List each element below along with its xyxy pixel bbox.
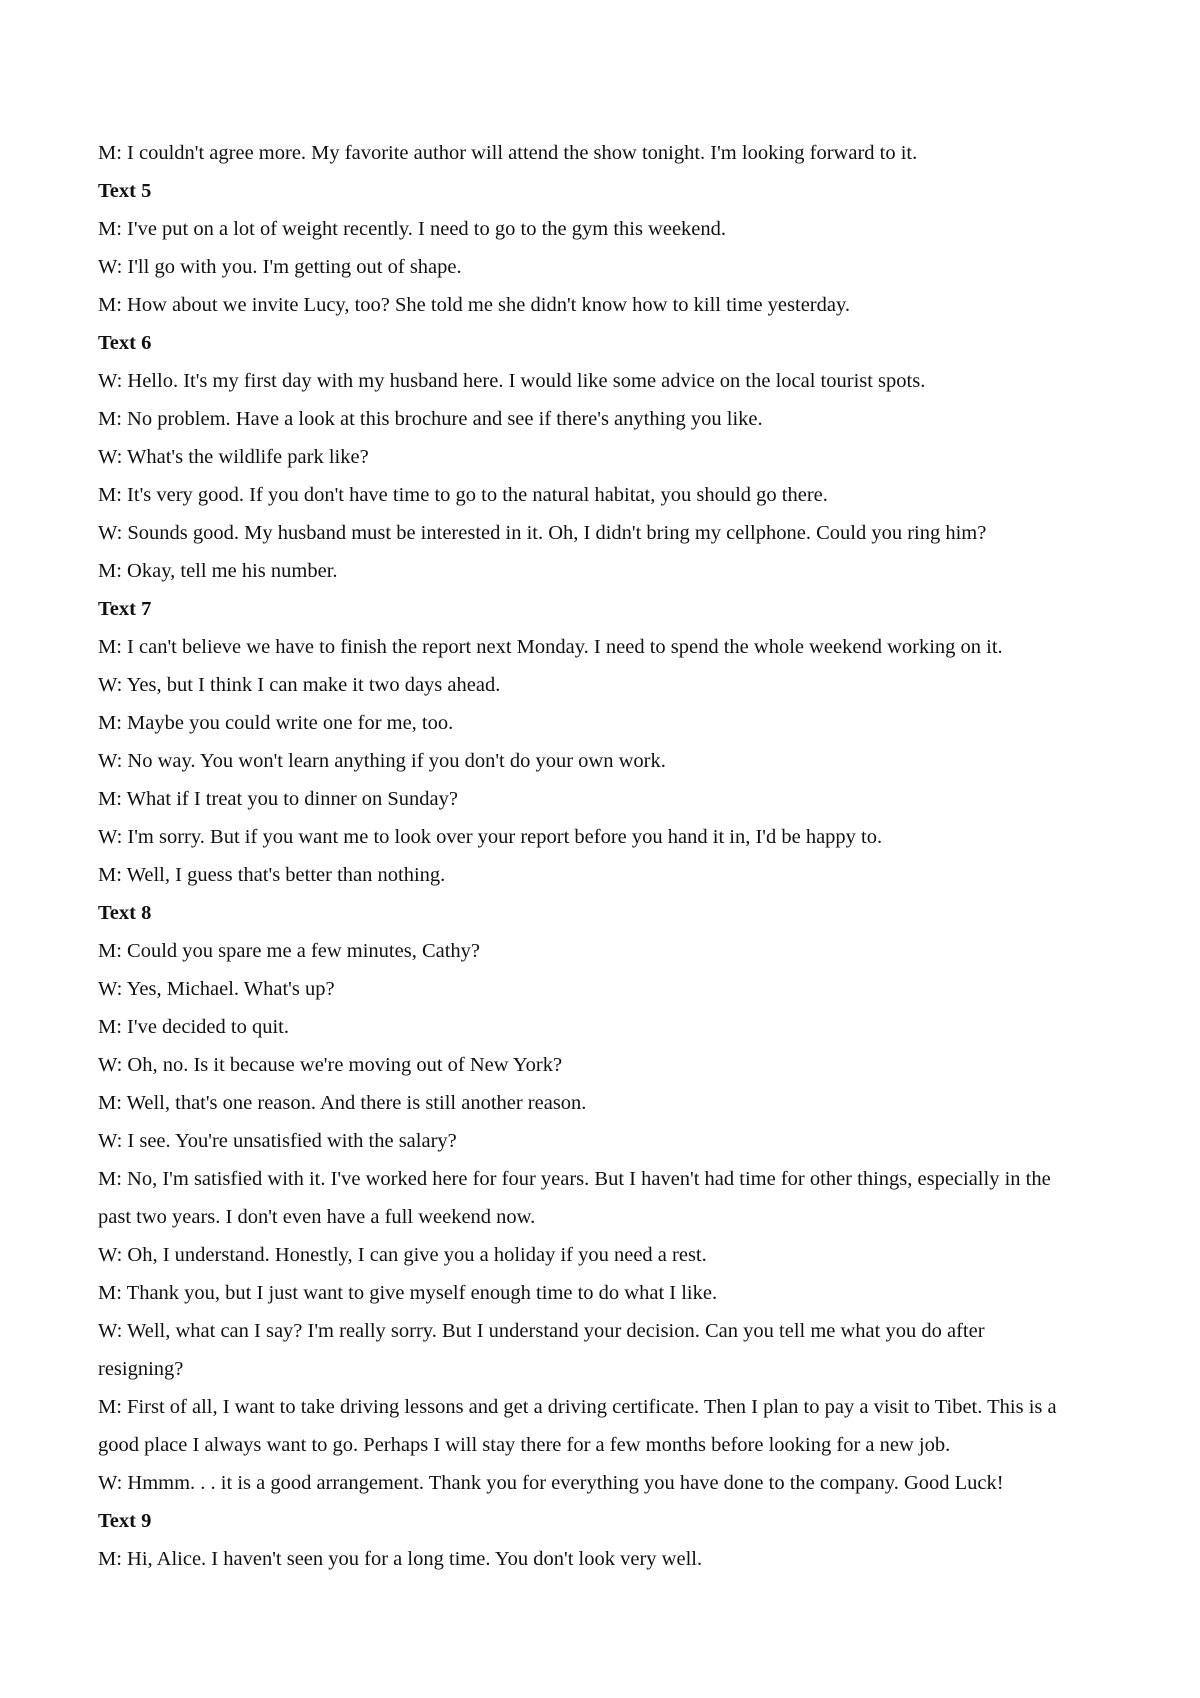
dialogue-line: M: I couldn't agree more. My favorite author will attend the show tonight. I'm looking forward to it. [98, 142, 918, 164]
section-heading: Text 7 [98, 598, 152, 620]
dialogue-line: W: Oh, no. Is it because we're moving out of New York? [98, 1054, 563, 1076]
dialogue-line: M: No, I'm satisfied with it. I've worked here for four years. But I haven't had time for other things, especially in the [98, 1168, 1051, 1190]
dialogue-line: M: First of all, I want to take driving lessons and get a driving certificate. Then I plan to pay a visit to Tibet. This is a [98, 1396, 1057, 1418]
dialogue-line: M: No problem. Have a look at this brochure and see if there's anything you like. [98, 408, 763, 430]
dialogue-line: M: Well, that's one reason. And there is still another reason. [98, 1092, 587, 1114]
dialogue-line: M: It's very good. If you don't have time to go to the natural habitat, you should go there. [98, 484, 828, 506]
dialogue-line: M: Hi, Alice. I haven't seen you for a long time. You don't look very well. [98, 1548, 703, 1570]
dialogue-line: good place I always want to go. Perhaps I will stay there for a few months before looking for a new job. [98, 1434, 951, 1456]
dialogue-line: W: I'm sorry. But if you want me to look over your report before you hand it in, I'd be happy to. [98, 826, 883, 848]
dialogue-line: W: Hello. It's my first day with my husband here. I would like some advice on the local tourist spots. [98, 370, 926, 392]
document-page [98, 134, 1110, 1578]
dialogue-line: M: I've decided to quit. [98, 1016, 289, 1038]
dialogue-line: M: What if I treat you to dinner on Sunday? [98, 788, 459, 810]
dialogue-line: resigning? [98, 1358, 184, 1380]
dialogue-line: W: I see. You're unsatisfied with the salary? [98, 1130, 457, 1152]
dialogue-line: W: What's the wildlife park like? [98, 446, 369, 468]
section-heading: Text 8 [98, 902, 152, 924]
dialogue-line: W: Oh, I understand. Honestly, I can give you a holiday if you need a rest. [98, 1244, 707, 1266]
dialogue-line: M: Okay, tell me his number. [98, 560, 338, 582]
dialogue-line: W: Yes, Michael. What's up? [98, 978, 335, 1000]
section-heading: Text 9 [98, 1510, 152, 1532]
section-heading: Text 5 [98, 180, 152, 202]
section-heading: Text 6 [98, 332, 152, 354]
dialogue-line: W: Yes, but I think I can make it two days ahead. [98, 674, 501, 696]
dialogue-line: W: Well, what can I say? I'm really sorry. But I understand your decision. Can you tell me what you do after [98, 1320, 985, 1342]
dialogue-line: W: I'll go with you. I'm getting out of shape. [98, 256, 462, 278]
dialogue-line: W: No way. You won't learn anything if you don't do your own work. [98, 750, 666, 772]
dialogue-line: M: How about we invite Lucy, too? She told me she didn't know how to kill time yesterday. [98, 294, 851, 316]
dialogue-line: M: I've put on a lot of weight recently. I need to go to the gym this weekend. [98, 218, 727, 240]
dialogue-line: past two years. I don't even have a full weekend now. [98, 1206, 536, 1228]
dialogue-line: M: Thank you, but I just want to give myself enough time to do what I like. [98, 1282, 718, 1304]
dialogue-line: M: Well, I guess that's better than nothing. [98, 864, 446, 886]
dialogue-line: M: I can't believe we have to finish the report next Monday. I need to spend the whole weekend working on it. [98, 636, 1003, 658]
dialogue-line: W: Hmmm. . . it is a good arrangement. Thank you for everything you have done to the company. Good Luck! [98, 1472, 1004, 1494]
dialogue-line: M: Maybe you could write one for me, too. [98, 712, 454, 734]
dialogue-line: W: Sounds good. My husband must be interested in it. Oh, I didn't bring my cellphone. Could you ring him? [98, 522, 987, 544]
dialogue-line: M: Could you spare me a few minutes, Cathy? [98, 940, 481, 962]
